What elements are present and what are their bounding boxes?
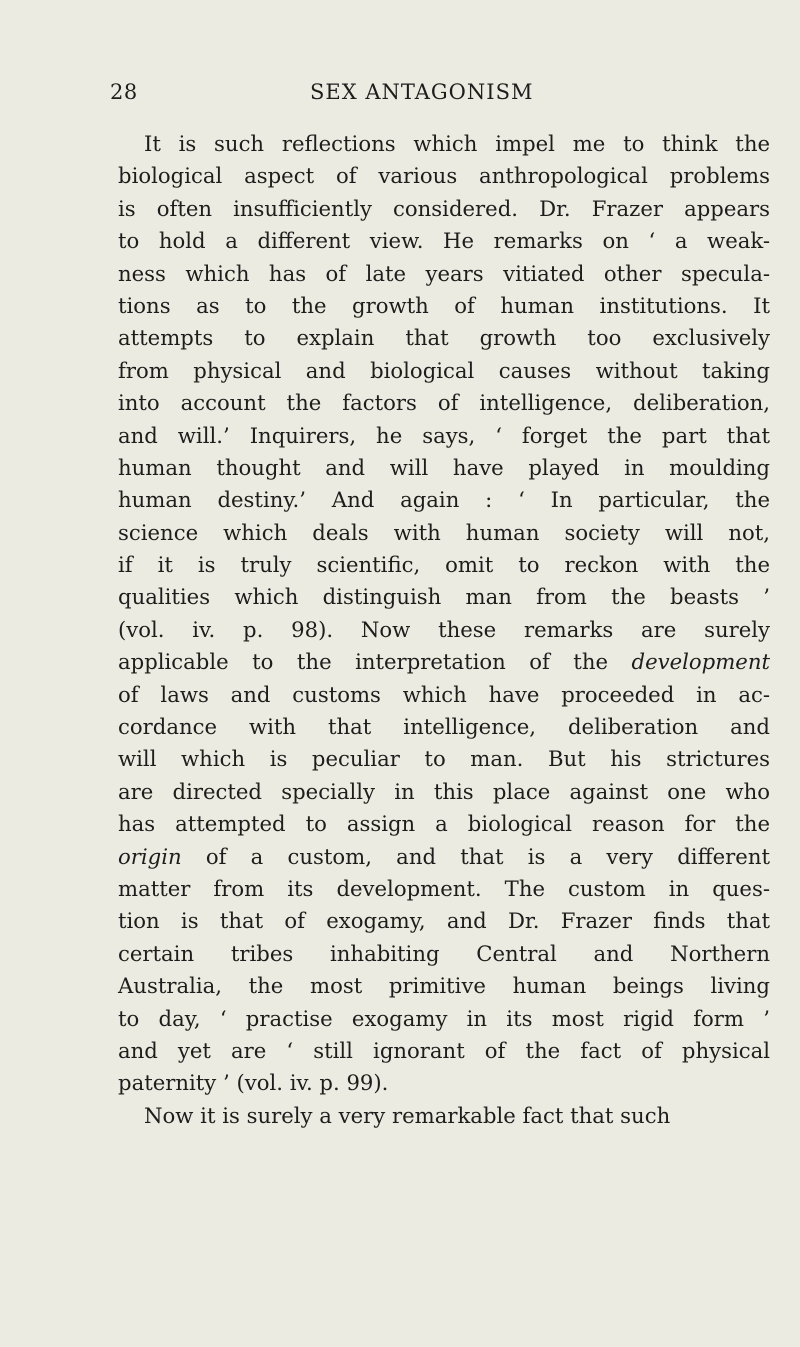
text-line: will which is peculiar to man. But his strictures	[118, 746, 770, 772]
text-line: into account the factors of intelligence, deliberation,	[118, 390, 770, 416]
text-line: attempts to explain that growth too exclusively	[118, 325, 770, 351]
text-line: Now it is surely a very remarkable fact that such	[144, 1102, 671, 1128]
italic-development: development	[631, 649, 770, 675]
text-line: and yet are ‘ still ignorant of the fact of physical	[118, 1037, 770, 1063]
text-line: tion is that of exogamy, and Dr. Frazer finds that	[118, 908, 770, 934]
text-line: human destiny.’ And again : ‘ In particular, the	[118, 487, 770, 513]
text-segment: applicable to the interpretation of the	[118, 649, 632, 675]
body-text	[118, 128, 770, 1132]
text-line: qualities which distinguish man from the beasts ’	[118, 584, 770, 610]
text-line: ness which has of late years vitiated other specula-	[118, 260, 770, 286]
text-line: matter from its development. The custom in ques-	[118, 875, 770, 901]
text-line-with-italic	[118, 646, 770, 678]
text-line: (vol. iv. p. 98). Now these remarks are surely	[118, 616, 770, 642]
text-line: of laws and customs which have proceeded in ac-	[118, 681, 770, 707]
text-line: to hold a different view. He remarks on ‘ a weak-	[118, 228, 770, 254]
running-head	[110, 80, 770, 116]
text-line: and will.’ Inquirers, he says, ‘ forget the part that	[118, 422, 770, 448]
running-title: SEX ANTAGONISM	[310, 80, 534, 104]
text-line: science which deals with human society will not,	[118, 519, 770, 545]
text-line: paternity ’ (vol. iv. p. 99).	[118, 1070, 389, 1096]
text-line: from physical and biological causes without taking	[118, 357, 770, 383]
text-segment: of a custom, and that is a very different	[181, 843, 770, 869]
text-line: if it is truly scientific, omit to reckon with the	[118, 552, 770, 578]
text-line: Australia, the most primitive human beings living	[118, 973, 770, 999]
italic-origin: origin	[118, 843, 182, 869]
text-line-with-italic	[118, 841, 770, 873]
text-line: human thought and will have played in moulding	[118, 454, 770, 480]
text-line: has attempted to assign a biological reason for the	[118, 811, 770, 837]
text-line: are directed specially in this place against one who	[118, 778, 770, 804]
text-line: cordance with that intelligence, deliberation and	[118, 714, 770, 740]
text-line: to day, ‘ practise exogamy in its most rigid form ’	[118, 1005, 770, 1031]
page-number: 28	[110, 80, 138, 104]
text-line: certain tribes inhabiting Central and Northern	[118, 940, 770, 966]
text-line: It is such reflections which impel me to think the	[144, 131, 770, 156]
text-line: biological aspect of various anthropological problems	[118, 163, 770, 189]
text-line: tions as to the growth of human institutions. It	[118, 292, 770, 318]
text-line: is often insufficiently considered. Dr. Frazer appears	[118, 195, 770, 221]
